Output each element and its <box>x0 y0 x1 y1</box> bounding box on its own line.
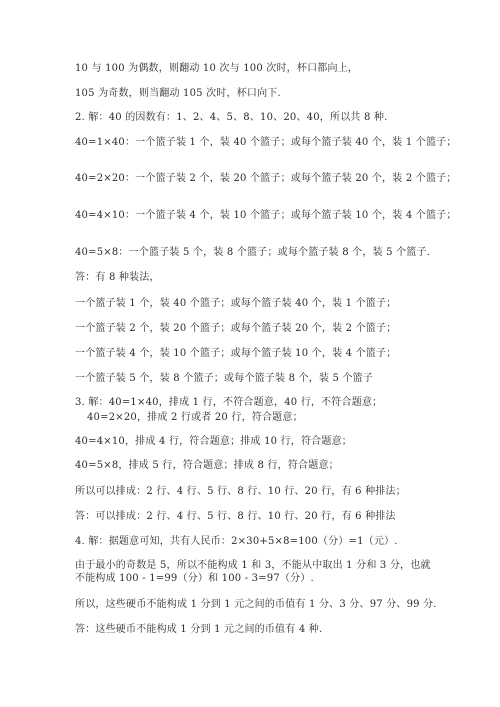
text-line: 3. 解：40=1×40，排成 1 行，不符合题意，40 行，不符合题意； <box>75 397 383 408</box>
text-line: 答：可以排成：2 行、4 行、5 行、8 行、10 行、20 行，有 6 种排法 <box>75 511 396 522</box>
text-line: 所以，这些硬币不能构成 1 分到 1 元之间的币值有 1 分、3 分、97 分、99 分. <box>75 599 437 610</box>
text-line: 答：有 8 种装法， <box>75 272 160 283</box>
text-line: 40=2×20，排成 2 行或者 20 行，符合题意； <box>87 412 303 423</box>
text-paragraph: 由于最小的奇数是 5，所以不能构成 1 和 3，不能从中取出 1 分和 3 分，也就不能构成 100 - 1=99（分）和 100 - 3=97（分）. <box>75 560 431 584</box>
text-line: 答：这些硬币不能构成 1 分到 1 元之间的币值有 4 种. <box>75 624 323 635</box>
text-line: 40=4×10：一个篮子装 4 个，装 10 个篮子；或每个篮子装 10 个，装 4 个篮子； <box>75 210 457 221</box>
text-line: 40=1×40：一个篮子装 1 个，装 40 个篮子；或每个篮子装 40 个，装 1 个篮子； <box>75 137 457 148</box>
text-line: 105 为奇数，则当翻动 105 次时，杯口向下. <box>75 88 281 99</box>
text-line: 40=5×8：一个篮子装 5 个，装 8 个篮子；或每个篮子装 8 个，装 5 个篮子. <box>75 247 431 258</box>
text-line: 所以可以排成：2 行、4 行、5 行、8 行、10 行、20 行，有 6 种排法； <box>75 486 406 497</box>
text-line: 10 与 100 为偶数，则翻动 10 次与 100 次时，杯口都向上， <box>75 63 359 74</box>
text-line: 一个篮子装 4 个，装 10 个篮子；或每个篮子装 10 个，装 4 个篮子； <box>75 348 397 359</box>
text-line: 2. 解：40 的因数有：1、2、4、5、8、10、20、40，所以共 8 种. <box>75 112 388 123</box>
text-line: 40=4×10，排成 4 行，符合题意；排成 10 行，符合题意； <box>75 436 352 447</box>
text-line: 4. 解：据题意可知，共有人民币：2×30+5×8=100（分）=1（元）. <box>75 536 398 547</box>
text-line: 一个篮子装 1 个，装 40 个篮子；或每个篮子装 40 个，装 1 个篮子； <box>75 298 397 309</box>
text-line: 一个篮子装 2 个，装 20 个篮子；或每个篮子装 20 个，装 2 个篮子； <box>75 323 397 334</box>
text-line: 一个篮子装 5 个，装 8 个篮子；或每个篮子装 8 个，装 5 个篮子 <box>75 373 374 384</box>
text-line: 40=2×20：一个篮子装 2 个，装 20 个篮子；或每个篮子装 20 个，装 2 个篮子； <box>75 173 457 184</box>
text-line: 40=5×8，排成 5 行，符合题意；排成 8 行，符合题意； <box>75 460 339 471</box>
